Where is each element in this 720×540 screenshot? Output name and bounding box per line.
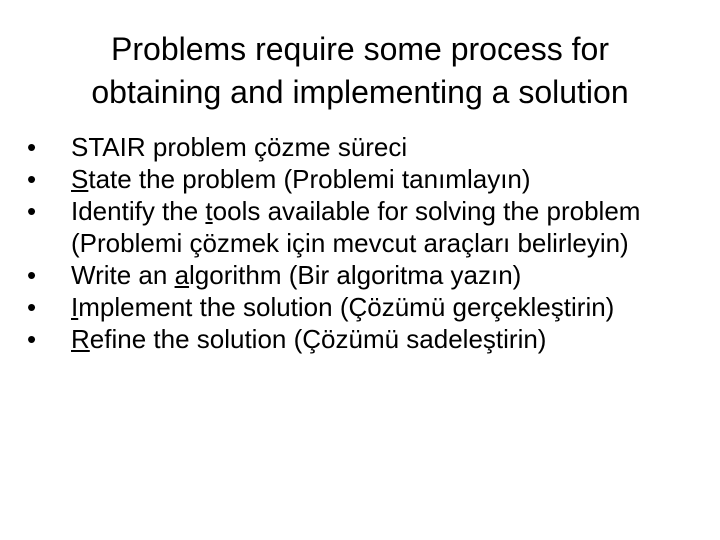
bullet-item-refine xyxy=(22,323,712,355)
bullet-text-pre: Write an xyxy=(71,260,175,290)
bullet-dot-icon: • xyxy=(27,292,37,322)
bullet-dot-icon: • xyxy=(27,132,37,162)
bullet-text-pre: Identify the xyxy=(71,196,206,226)
bullet-text-underlined: S xyxy=(71,164,89,194)
bullet-item-write xyxy=(22,259,712,291)
bullet-dot-icon: • xyxy=(27,324,37,354)
bullet-item-stair xyxy=(22,131,712,163)
bullet-item-identify xyxy=(22,195,712,259)
bullet-item-implement xyxy=(22,291,712,323)
bullet-dot-icon: • xyxy=(27,260,37,290)
bullet-list xyxy=(22,131,712,355)
bullet-text-underlined: t xyxy=(205,196,213,226)
bullet-dot-icon: • xyxy=(27,164,37,194)
bullet-text-post: lgorithm (Bir algoritma yazın) xyxy=(189,260,522,290)
bullet-text-post: tate the problem (Problemi tanımlayın) xyxy=(88,164,531,194)
bullet-text-post: STAIR problem çözme süreci xyxy=(71,132,408,162)
slide-title xyxy=(30,28,690,114)
title-line-1: Problems require some process for xyxy=(111,31,609,67)
bullet-item-state xyxy=(22,163,712,195)
bullet-text-post: mplement the solution (Çözümü gerçekleştirin) xyxy=(78,292,615,322)
bullet-text-underlined: R xyxy=(71,324,90,354)
bullet-text-post: efine the solution (Çözümü sadeleştirin) xyxy=(89,324,547,354)
bullet-text-underlined: a xyxy=(174,260,190,290)
bullet-text-underlined: I xyxy=(71,292,79,322)
title-line-2: obtaining and implementing a solution xyxy=(91,74,629,110)
bullet-text-post: ools available for solving the problem (Problemi çözmek için mevcut araçları belirleyin) xyxy=(71,196,641,258)
bullet-dot-icon: • xyxy=(27,196,37,226)
